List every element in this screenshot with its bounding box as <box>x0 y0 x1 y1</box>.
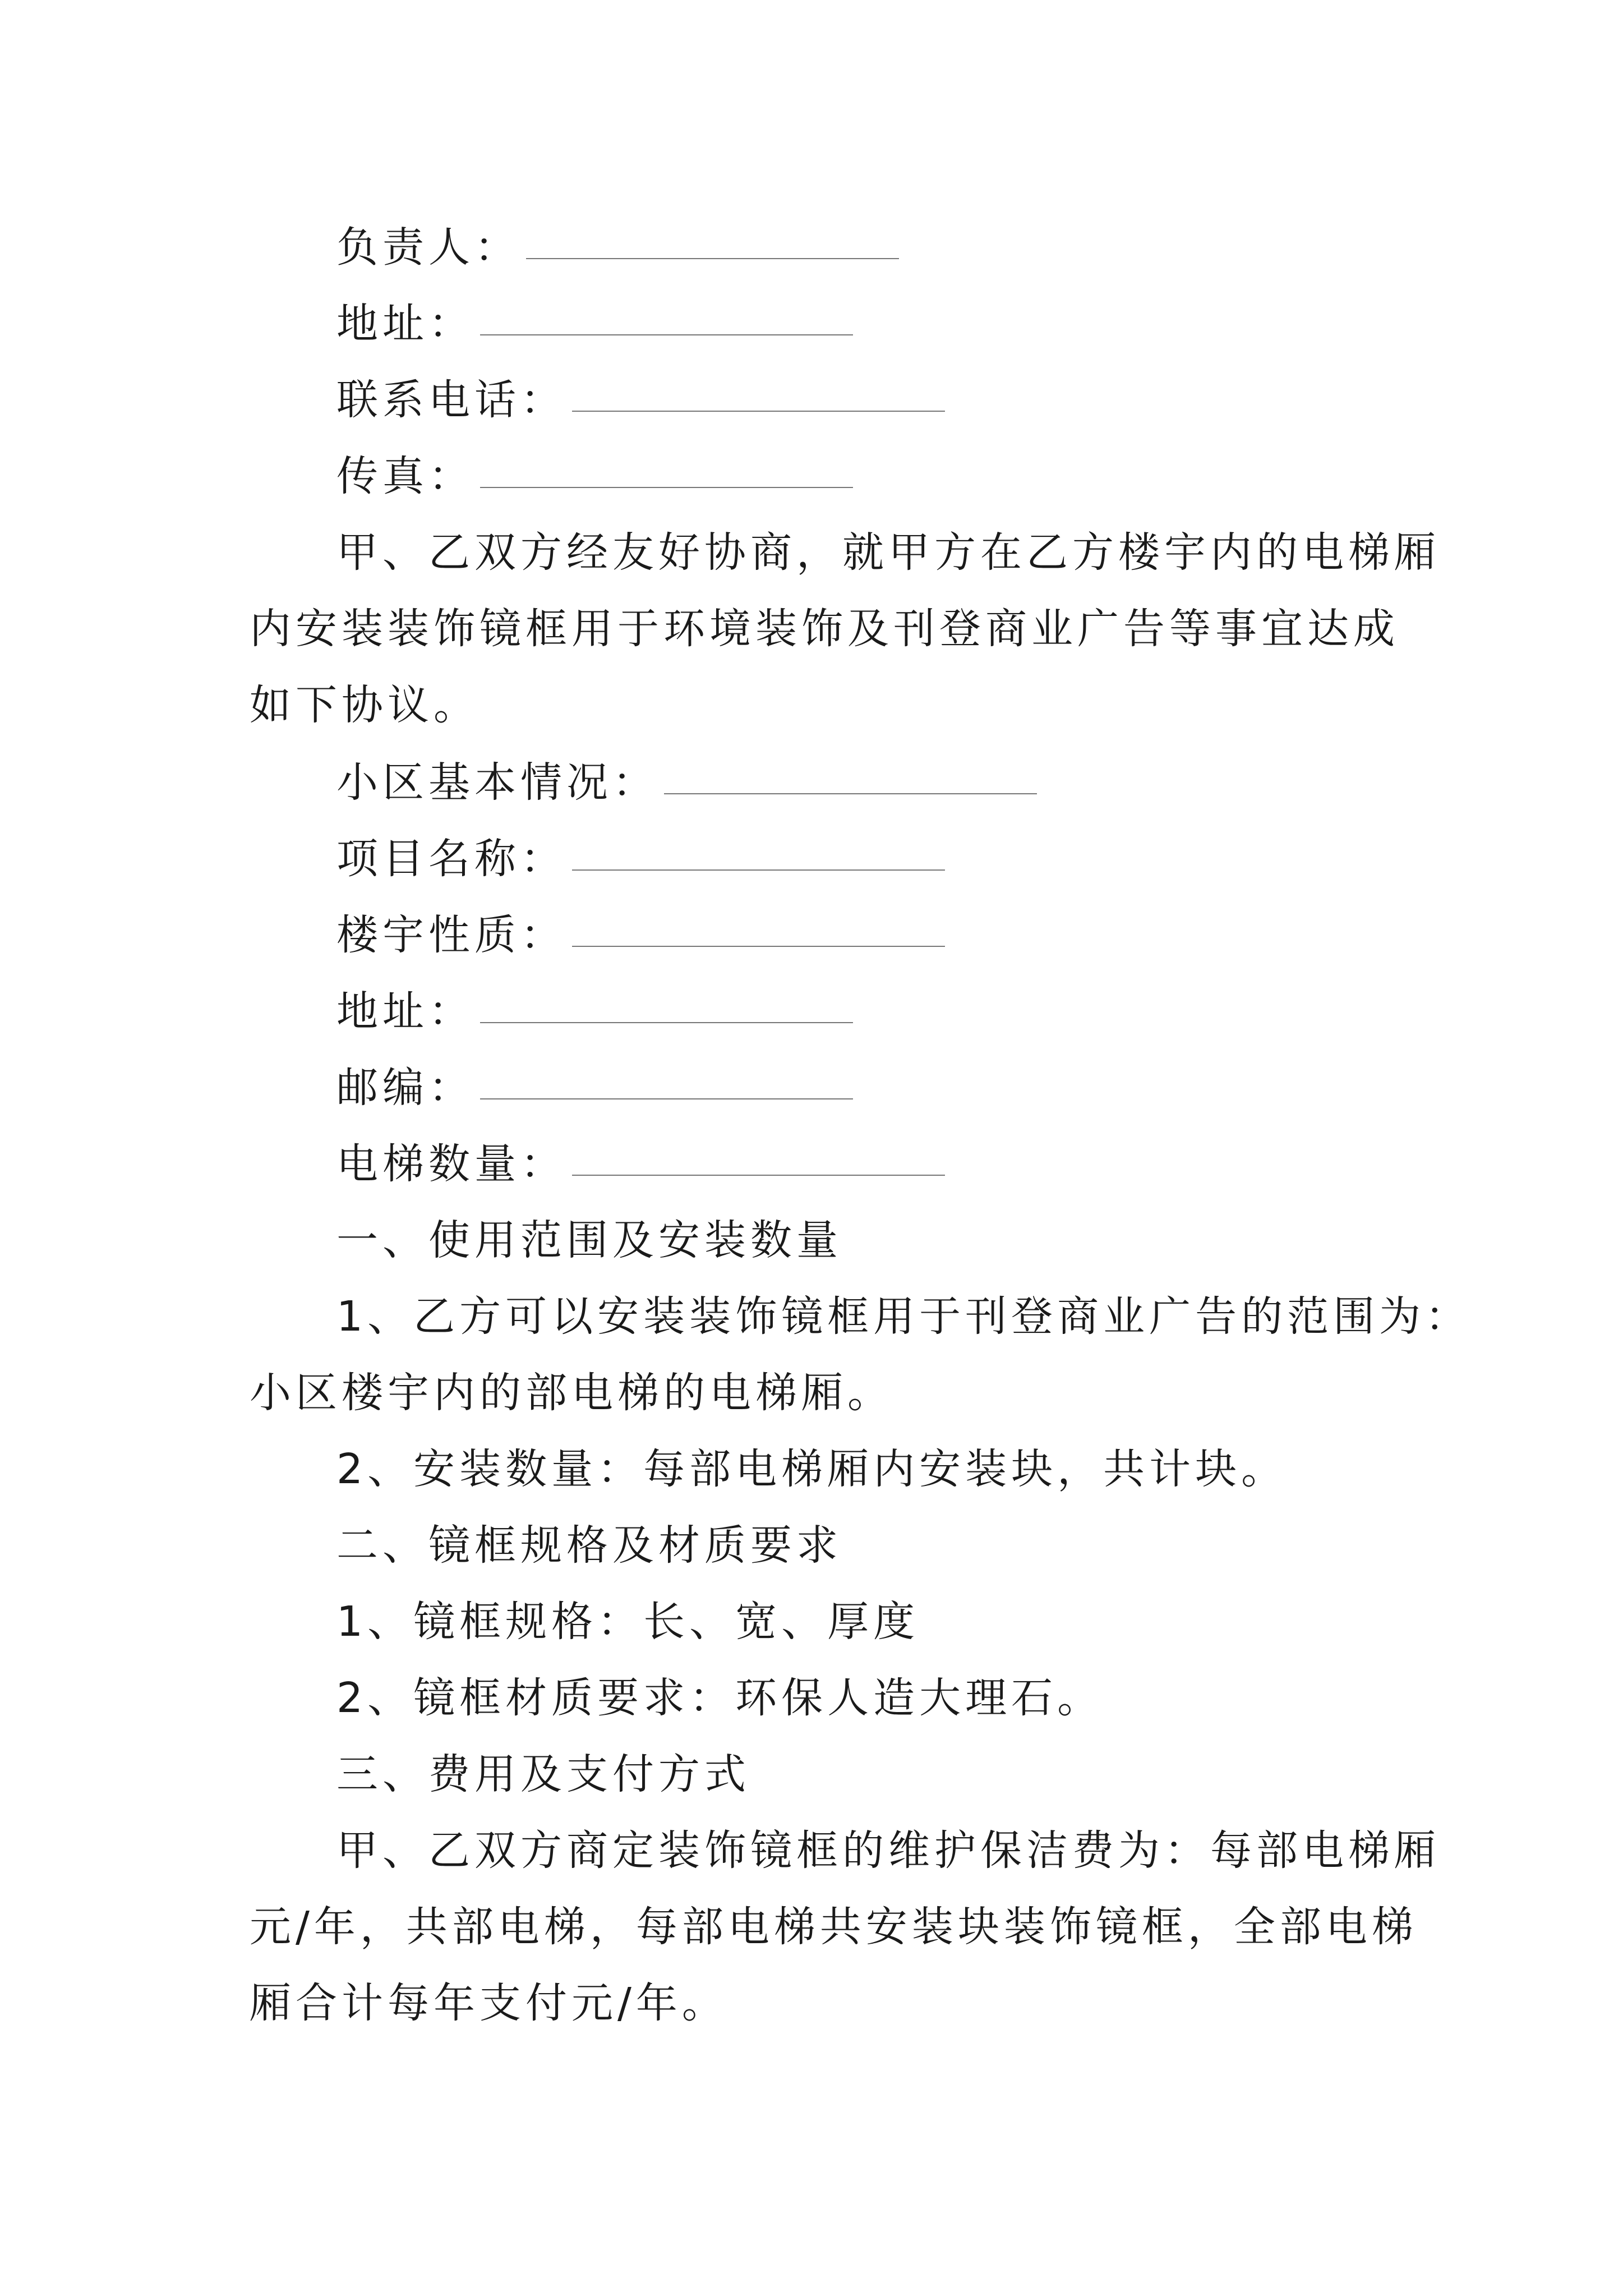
field-fax <box>336 451 853 501</box>
intro-line-2: 内安装装饰镜框用于环境装饰及刊登商业广告等事宜达成 <box>250 605 1399 653</box>
intro-line-3: 如下协议。 <box>250 681 479 729</box>
section-3-para-line-3: 厢合计每年支付元/年。 <box>250 1979 728 2027</box>
section-1-item-1-line-2: 小区楼宇内的部电梯的电梯厢。 <box>250 1369 893 1417</box>
field-label: 邮编： <box>336 1064 474 1112</box>
section-3-para-line-2: 元/年，共部电梯，每部电梯共安装块装饰镜框，全部电梯 <box>250 1903 1418 1951</box>
blank-line <box>572 1175 945 1176</box>
field-label: 项目名称： <box>336 835 566 883</box>
section-1-item-2: 2、安装数量：每部电梯厢内安装块，共计块。 <box>336 1445 1288 1493</box>
section-1-heading: 一、使用范围及安装数量 <box>336 1216 842 1264</box>
blank-line <box>526 258 899 259</box>
blank-line <box>572 869 945 871</box>
section-3-para-line-1: 甲、乙双方商定装饰镜框的维护保洁费为：每部电梯厢 <box>336 1826 1440 1875</box>
blank-line <box>480 487 853 488</box>
field-elevator-count <box>336 1139 945 1189</box>
blank-line <box>572 411 945 412</box>
field-phone <box>336 375 945 425</box>
blank-line <box>480 1098 853 1099</box>
section-1-item-1-line-1: 1、乙方可以安装装饰镜框用于刊登商业广告的范围为： <box>336 1292 1472 1341</box>
blank-line <box>480 334 853 335</box>
field-label: 楼宇性质： <box>336 911 566 959</box>
field-project-name <box>336 834 945 884</box>
field-label: 电梯数量： <box>336 1140 566 1188</box>
blank-line <box>664 793 1037 794</box>
section-2-item-2: 2、镜框材质要求：环保人造大理石。 <box>336 1674 1104 1722</box>
field-address <box>336 298 853 349</box>
field-responsible-person <box>336 222 899 273</box>
field-label: 小区基本情况： <box>336 758 658 807</box>
blank-line <box>480 1022 853 1023</box>
field-label: 负责人： <box>336 223 520 272</box>
section-3-heading: 三、费用及支付方式 <box>336 1750 750 1798</box>
intro-line-1: 甲、乙双方经友好协商，就甲方在乙方楼宇内的电梯厢 <box>336 528 1440 577</box>
field-label: 地址： <box>336 987 474 1036</box>
section-2-item-1: 1、镜框规格：长、宽、厚度 <box>336 1598 920 1646</box>
field-building-type <box>336 910 945 960</box>
field-label: 联系电话： <box>336 376 566 424</box>
field-label: 地址： <box>336 300 474 348</box>
field-label: 传真： <box>336 452 474 500</box>
blank-line <box>572 946 945 947</box>
field-community-address <box>336 986 853 1037</box>
section-2-heading: 二、镜框规格及材质要求 <box>336 1521 842 1570</box>
field-postcode <box>336 1062 853 1113</box>
field-community-info <box>336 757 1037 808</box>
